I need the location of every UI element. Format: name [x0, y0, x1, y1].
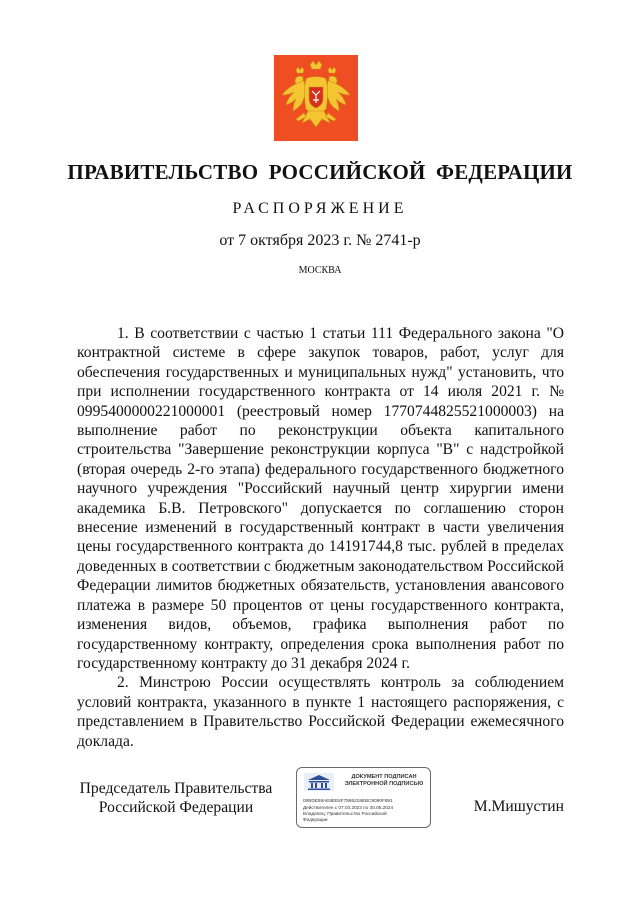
paragraph-2: 2. Минстрою России осуществлять контроль за соблюдением условий контракта, указанного в пункте 1 настоящего распоряжения, с представлением в Правительство Российской Федерации ежемесячного доклада. — [77, 674, 564, 750]
electronic-signature-stamp — [296, 767, 431, 828]
stamp-owner-line1: Владелец: Правительство Российской — [303, 811, 387, 816]
stamp-heading-line2: ЭЛЕКТРОННОЙ ПОДПИСЬЮ — [344, 781, 424, 787]
stamp-heading — [339, 774, 429, 788]
stamp-validity: Действителен с 07.03.2023 по 30.05.2024 — [303, 805, 394, 810]
city-label: МОСКВА — [298, 265, 342, 276]
signer-position-line2: Российской Федерации — [98, 799, 254, 817]
coat-of-arms-icon — [274, 55, 358, 141]
signer-position-line1: Председатель Правительства — [79, 780, 273, 797]
document-number: от 7 октября 2023 г. № 2741-р — [219, 232, 421, 249]
signer-name: М.Мишустин — [473, 798, 564, 815]
government-building-icon — [304, 773, 334, 791]
document-body — [77, 324, 564, 751]
stamp-owner-line2: Федерации — [303, 817, 328, 822]
stamp-certificate: 00BDE58AE8EE6F7595219EBC8090F891 — [303, 798, 393, 803]
document-type: РАСПОРЯЖЕНИЕ — [232, 200, 408, 217]
stamp-heading-line1: ДОКУМЕНТ ПОДПИСАН — [351, 774, 417, 780]
paragraph-1: 1. В соответствии с частью 1 статьи 111 Федерального закона "О контрактной системе в сфере закупок товаров, работ, услуг для обеспечения государственных и муниципальных нужд" установить, что при исполнении государственного контракта от 14 июля 2021 г. № 0995400000221000001 (реестровый номер 1770744825521000003) на выполнение работ по реконструкции объекта капитального строительства "Завершение реконструкции корпуса "В" с надстройкой (вторая очередь 2-го этапа) федерального государственного бюджетного научного учреждения "Российский научный центр хирургии имени академика Б.В. Петровского" допускается по соглашению сторон внесение изменений в государственный контракт в части увеличения цены государственного контракта до 14191744,8 тыс. рублей в пределах доведенных в соответствии с бюджетным законодательством Российской Федерации лимитов бюджетных обязательств, установления авансового платежа в размере 50 процентов от цены государственного контракта, изменения видов, объемов, графика выполнения работ по государственному контракту, определения срока выполнения работ по государственному контракту до 31 декабря 2024 г. — [77, 325, 564, 672]
signer-position — [76, 779, 276, 818]
government-title: ПРАВИТЕЛЬСТВО РОССИЙСКОЙ ФЕДЕРАЦИИ — [67, 160, 573, 184]
